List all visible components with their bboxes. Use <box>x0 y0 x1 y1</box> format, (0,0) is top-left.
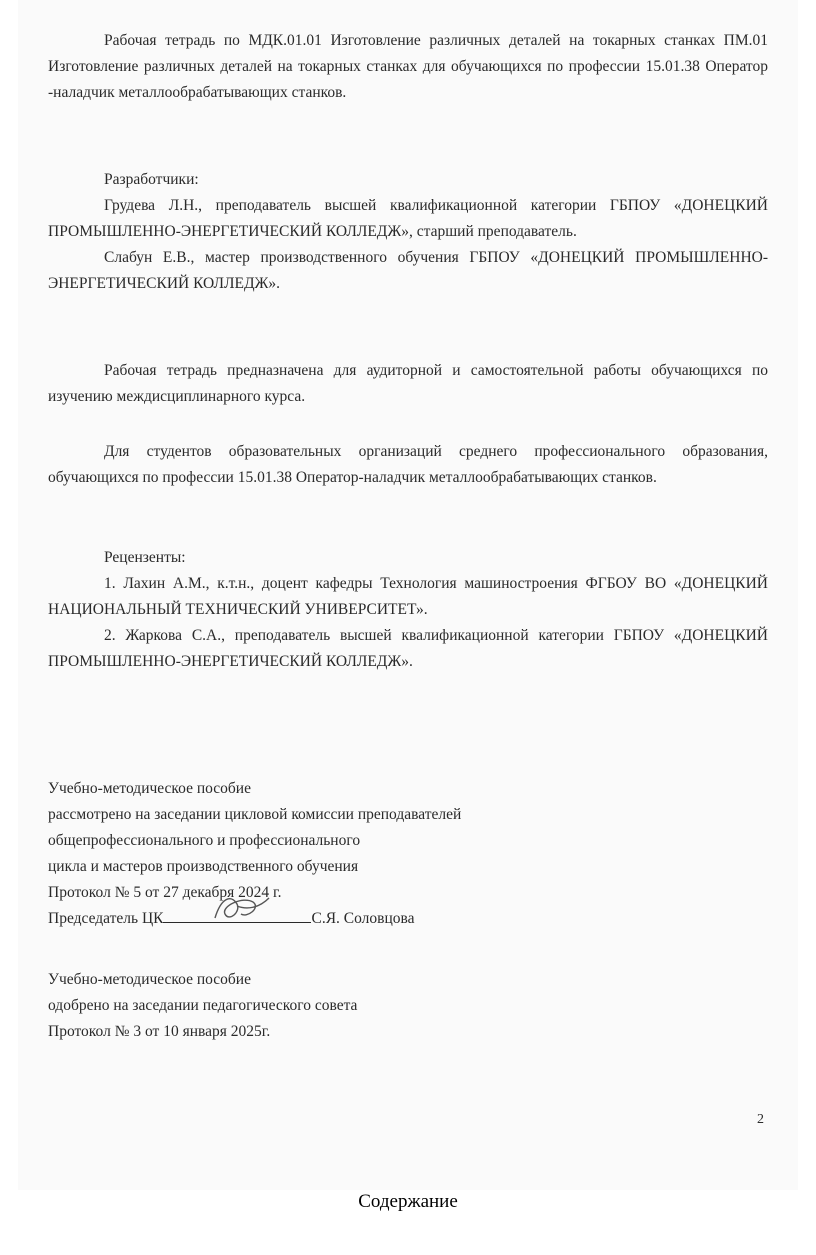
developers-heading: Разработчики: <box>104 171 199 188</box>
intro-section <box>48 28 768 106</box>
signature-icon <box>207 888 277 928</box>
purpose-section <box>48 358 768 410</box>
approval1-line1: Учебно-методическое пособие <box>48 780 251 797</box>
approval1-line3: общепрофессионального и профессионального <box>48 832 361 849</box>
reviewers-heading: Рецензенты: <box>104 549 186 566</box>
approval-council <box>48 967 768 1045</box>
reviewer-1: 1. Лахин А.М., к.т.н., доцент кафедры Технология машиностроения ФГБОУ ВО «ДОНЕЦКИЙ НАЦИОНАЛЬНЫЙ ТЕХНИЧЕСКИЙ УНИВЕРСИТЕТ». <box>48 575 768 618</box>
chair-line <box>48 906 768 932</box>
section-caption: Содержание <box>358 1191 458 1212</box>
approval2-line2: одобрено на заседании педагогического совета <box>48 997 358 1014</box>
chair-name: С.Я. Соловцова <box>311 910 415 927</box>
approval2-line3: Протокол № 3 от 10 января 2025г. <box>48 1023 271 1040</box>
approval1-line2: рассмотрено на заседании цикловой комиссии преподавателей <box>48 806 462 823</box>
page-number: 2 <box>757 1112 764 1127</box>
approval-commission <box>48 776 768 932</box>
reviewers-section <box>48 545 768 675</box>
audience-paragraph: Для студентов образовательных организаций среднего профессионального образования, обучающихся по профессии 15.01.38 Оператор-наладчик металлообрабатывающих станков. <box>48 443 768 486</box>
approval2-line1: Учебно-методическое пособие <box>48 971 251 988</box>
chair-label: Председатель ЦК <box>48 910 164 927</box>
protocol-line: Протокол № 5 от 27 декабря 2024 г. <box>48 884 282 901</box>
reviewer-2: 2. Жаркова С.А., преподаватель высшей квалификационной категории ГБПОУ «ДОНЕЦКИЙ ПРОМЫШЛЕННО-ЭНЕРГЕТИЧЕСКИЙ КОЛЛЕДЖ». <box>48 627 768 670</box>
developer-2: Слабун Е.В., мастер производственного обучения ГБПОУ «ДОНЕЦКИЙ ПРОМЫШЛЕННО-ЭНЕРГЕТИЧЕСКИЙ КОЛЛЕДЖ». <box>48 249 768 292</box>
developers-section <box>48 167 768 297</box>
developer-1: Грудева Л.Н., преподаватель высшей квалификационной категории ГБПОУ «ДОНЕЦКИЙ ПРОМЫШЛЕННО-ЭНЕРГЕТИЧЕСКИЙ КОЛЛЕДЖ», старший преподаватель. <box>48 197 768 240</box>
intro-paragraph: Рабочая тетрадь по МДК.01.01 Изготовление различных деталей на токарных станках ПМ.01 Изготовление различных деталей на токарных станках для обучающихся по профессии 15.01.38 Оператор -наладчик металлообрабатывающих станков. <box>48 32 768 101</box>
audience-section <box>48 439 768 491</box>
purpose-paragraph: Рабочая тетрадь предназначена для аудиторной и самостоятельной работы обучающихся по изучению междисциплинарного курса. <box>48 362 768 405</box>
approval1-line4: цикла и мастеров производственного обучения <box>48 858 359 875</box>
signature-line <box>163 908 311 923</box>
